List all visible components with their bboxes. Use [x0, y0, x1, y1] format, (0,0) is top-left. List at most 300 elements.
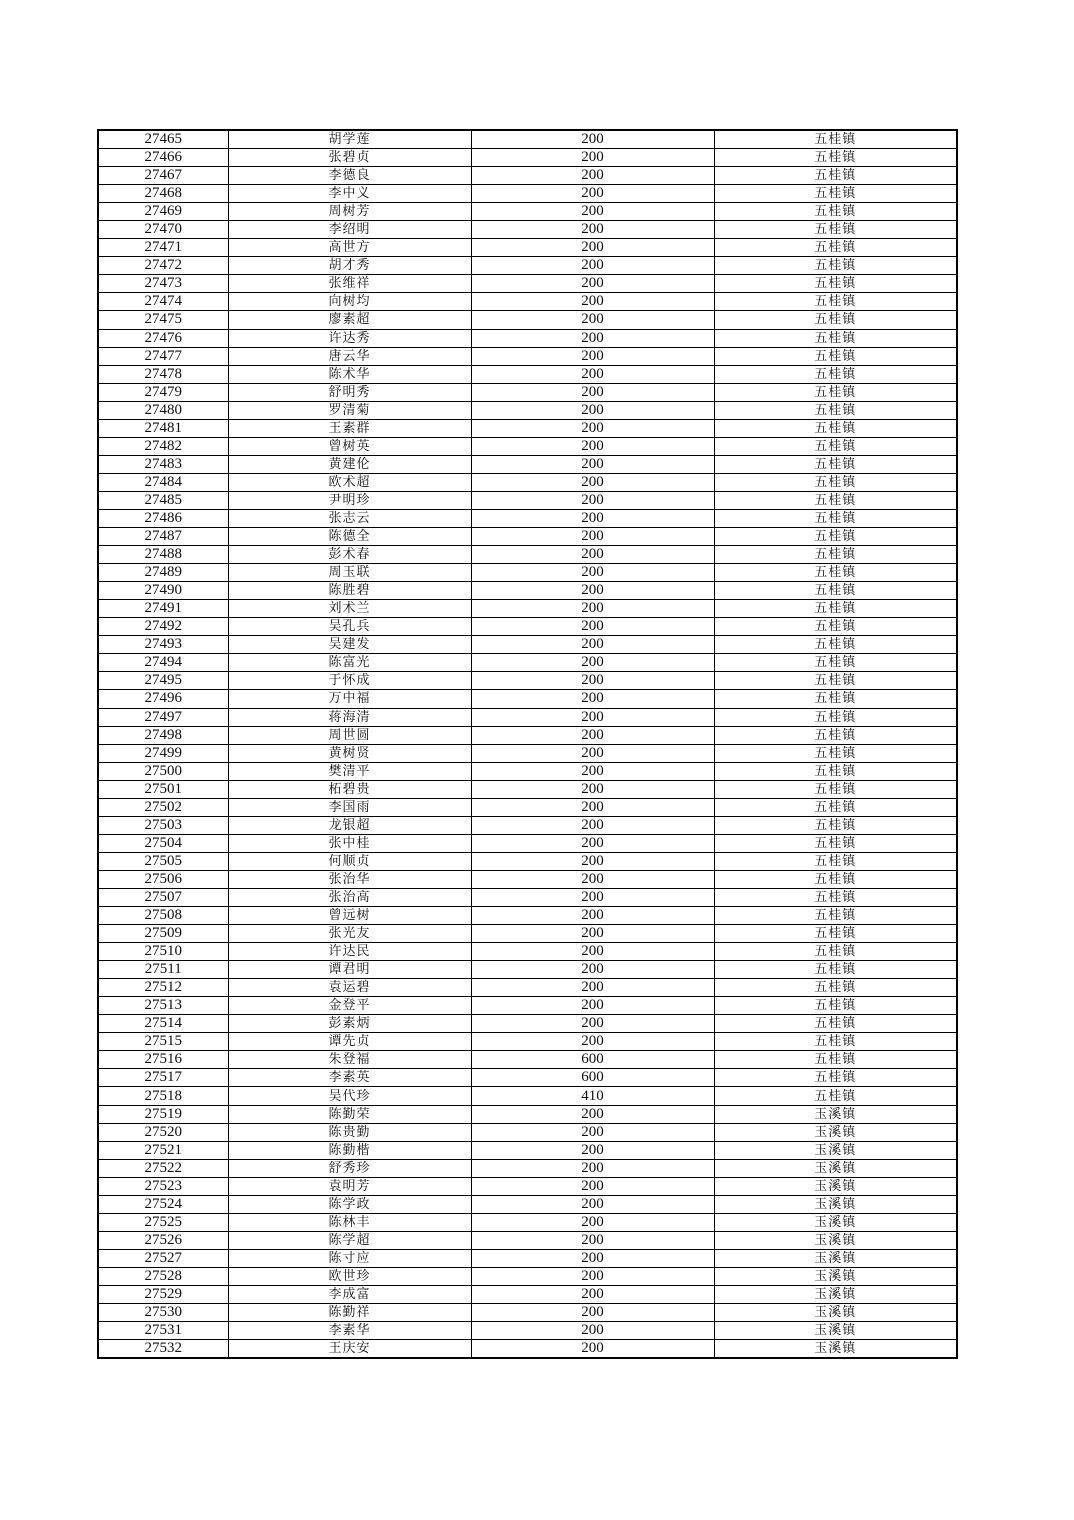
- amount-cell: 200: [471, 979, 714, 997]
- table-row: [98, 347, 957, 365]
- town-cell: 五桂镇: [714, 257, 957, 275]
- town-cell: 五桂镇: [714, 925, 957, 943]
- name-cell: 张碧贞: [228, 149, 471, 167]
- name-cell: 袁运碧: [228, 979, 471, 997]
- table-row: [98, 690, 957, 708]
- amount-cell: 600: [471, 1069, 714, 1087]
- table-row: [98, 888, 957, 906]
- name-cell: 廖素超: [228, 311, 471, 329]
- name-cell: 陈学政: [228, 1195, 471, 1213]
- table-row: [98, 293, 957, 311]
- town-cell: 玉溪镇: [714, 1159, 957, 1177]
- town-cell: 五桂镇: [714, 582, 957, 600]
- name-cell: 谭先贞: [228, 1033, 471, 1051]
- name-cell: 舒秀珍: [228, 1159, 471, 1177]
- table-row: [98, 654, 957, 672]
- town-cell: 玉溪镇: [714, 1286, 957, 1304]
- table-row: [98, 979, 957, 997]
- amount-cell: 200: [471, 1159, 714, 1177]
- town-cell: 玉溪镇: [714, 1177, 957, 1195]
- town-cell: 玉溪镇: [714, 1322, 957, 1340]
- id-cell: 27529: [98, 1286, 228, 1304]
- town-cell: 五桂镇: [714, 672, 957, 690]
- table-row: [98, 149, 957, 167]
- id-cell: 27523: [98, 1177, 228, 1195]
- table-row: [98, 636, 957, 654]
- id-cell: 27497: [98, 708, 228, 726]
- table-row: [98, 329, 957, 347]
- table-row: [98, 365, 957, 383]
- amount-cell: 200: [471, 1141, 714, 1159]
- id-cell: 27520: [98, 1123, 228, 1141]
- amount-cell: 200: [471, 1267, 714, 1285]
- name-cell: 尹明珍: [228, 491, 471, 509]
- table-row: [98, 1213, 957, 1231]
- amount-cell: 200: [471, 780, 714, 798]
- id-cell: 27472: [98, 257, 228, 275]
- table-row: [98, 546, 957, 564]
- name-cell: 张维祥: [228, 275, 471, 293]
- town-cell: 五桂镇: [714, 907, 957, 925]
- town-cell: 玉溪镇: [714, 1304, 957, 1322]
- town-cell: 五桂镇: [714, 1033, 957, 1051]
- amount-cell: 200: [471, 1322, 714, 1340]
- amount-cell: 200: [471, 1033, 714, 1051]
- table-row: [98, 1231, 957, 1249]
- table-row: [98, 473, 957, 491]
- town-cell: 五桂镇: [714, 780, 957, 798]
- table-row: [98, 383, 957, 401]
- amount-cell: 200: [471, 1231, 714, 1249]
- town-cell: 五桂镇: [714, 1015, 957, 1033]
- town-cell: 五桂镇: [714, 455, 957, 473]
- name-cell: 罗清菊: [228, 401, 471, 419]
- table-row: [98, 401, 957, 419]
- id-cell: 27495: [98, 672, 228, 690]
- name-cell: 欧世珍: [228, 1267, 471, 1285]
- amount-cell: 200: [471, 672, 714, 690]
- name-cell: 欧术超: [228, 473, 471, 491]
- amount-cell: 200: [471, 1195, 714, 1213]
- id-cell: 27485: [98, 491, 228, 509]
- id-cell: 27501: [98, 780, 228, 798]
- name-cell: 唐云华: [228, 347, 471, 365]
- id-cell: 27469: [98, 203, 228, 221]
- id-cell: 27481: [98, 419, 228, 437]
- id-cell: 27487: [98, 528, 228, 546]
- amount-cell: 200: [471, 1286, 714, 1304]
- id-cell: 27521: [98, 1141, 228, 1159]
- id-cell: 27490: [98, 582, 228, 600]
- name-cell: 周树芳: [228, 203, 471, 221]
- name-cell: 彭术春: [228, 546, 471, 564]
- id-cell: 27499: [98, 744, 228, 762]
- amount-cell: 200: [471, 816, 714, 834]
- amount-cell: 200: [471, 293, 714, 311]
- table-row: [98, 600, 957, 618]
- table-row: [98, 582, 957, 600]
- id-cell: 27505: [98, 852, 228, 870]
- id-cell: 27509: [98, 925, 228, 943]
- name-cell: 李德良: [228, 167, 471, 185]
- id-cell: 27484: [98, 473, 228, 491]
- amount-cell: 200: [471, 401, 714, 419]
- name-cell: 陈勤楷: [228, 1141, 471, 1159]
- amount-cell: 200: [471, 239, 714, 257]
- amount-cell: 200: [471, 167, 714, 185]
- town-cell: 五桂镇: [714, 365, 957, 383]
- amount-cell: 200: [471, 708, 714, 726]
- amount-cell: 200: [471, 491, 714, 509]
- table-row: [98, 1159, 957, 1177]
- town-cell: 五桂镇: [714, 1069, 957, 1087]
- amount-cell: 200: [471, 943, 714, 961]
- table-row: [98, 311, 957, 329]
- town-cell: 五桂镇: [714, 762, 957, 780]
- amount-cell: 200: [471, 185, 714, 203]
- town-cell: 五桂镇: [714, 1087, 957, 1105]
- amount-cell: 200: [471, 546, 714, 564]
- name-cell: 胡学莲: [228, 130, 471, 149]
- name-cell: 陈寸应: [228, 1249, 471, 1267]
- table-row: [98, 726, 957, 744]
- id-cell: 27476: [98, 329, 228, 347]
- id-cell: 27502: [98, 798, 228, 816]
- id-cell: 27512: [98, 979, 228, 997]
- id-cell: 27519: [98, 1105, 228, 1123]
- id-cell: 27515: [98, 1033, 228, 1051]
- amount-cell: 200: [471, 257, 714, 275]
- table-row: [98, 1105, 957, 1123]
- town-cell: 玉溪镇: [714, 1340, 957, 1359]
- id-cell: 27468: [98, 185, 228, 203]
- amount-cell: 200: [471, 1105, 714, 1123]
- table-row: [98, 1249, 957, 1267]
- table-row: [98, 1051, 957, 1069]
- amount-cell: 200: [471, 564, 714, 582]
- name-cell: 龙银超: [228, 816, 471, 834]
- amount-cell: 200: [471, 275, 714, 293]
- name-cell: 陈胜碧: [228, 582, 471, 600]
- table-row: [98, 816, 957, 834]
- table-row: [98, 1069, 957, 1087]
- id-cell: 27527: [98, 1249, 228, 1267]
- amount-cell: 200: [471, 1249, 714, 1267]
- id-cell: 27474: [98, 293, 228, 311]
- table-row: [98, 1286, 957, 1304]
- id-cell: 27493: [98, 636, 228, 654]
- name-cell: 谭君明: [228, 961, 471, 979]
- name-cell: 袁明芳: [228, 1177, 471, 1195]
- town-cell: 五桂镇: [714, 997, 957, 1015]
- name-cell: 李中义: [228, 185, 471, 203]
- name-cell: 张光友: [228, 925, 471, 943]
- town-cell: 五桂镇: [714, 509, 957, 527]
- name-cell: 吴孔兵: [228, 618, 471, 636]
- table-row: [98, 167, 957, 185]
- amount-cell: 200: [471, 961, 714, 979]
- amount-cell: 200: [471, 618, 714, 636]
- table-row: [98, 798, 957, 816]
- name-cell: 陈贵勤: [228, 1123, 471, 1141]
- id-cell: 27514: [98, 1015, 228, 1033]
- table-row: [98, 961, 957, 979]
- table-row: [98, 203, 957, 221]
- town-cell: 五桂镇: [714, 708, 957, 726]
- name-cell: 张志云: [228, 509, 471, 527]
- id-cell: 27471: [98, 239, 228, 257]
- id-cell: 27510: [98, 943, 228, 961]
- town-cell: 五桂镇: [714, 636, 957, 654]
- table-row: [98, 1177, 957, 1195]
- town-cell: 五桂镇: [714, 347, 957, 365]
- name-cell: 许达秀: [228, 329, 471, 347]
- id-cell: 27513: [98, 997, 228, 1015]
- name-cell: 万中福: [228, 690, 471, 708]
- table-row: [98, 1267, 957, 1285]
- id-cell: 27506: [98, 870, 228, 888]
- town-cell: 玉溪镇: [714, 1141, 957, 1159]
- town-cell: 五桂镇: [714, 293, 957, 311]
- table-row: [98, 564, 957, 582]
- town-cell: 五桂镇: [714, 870, 957, 888]
- town-cell: 五桂镇: [714, 618, 957, 636]
- name-cell: 于怀成: [228, 672, 471, 690]
- id-cell: 27507: [98, 888, 228, 906]
- name-cell: 李成富: [228, 1286, 471, 1304]
- town-cell: 玉溪镇: [714, 1249, 957, 1267]
- table-row: [98, 455, 957, 473]
- id-cell: 27477: [98, 347, 228, 365]
- amount-cell: 200: [471, 383, 714, 401]
- town-cell: 五桂镇: [714, 888, 957, 906]
- amount-cell: 200: [471, 311, 714, 329]
- town-cell: 玉溪镇: [714, 1231, 957, 1249]
- name-cell: 向树均: [228, 293, 471, 311]
- amount-cell: 200: [471, 654, 714, 672]
- table-row: [98, 437, 957, 455]
- id-cell: 27525: [98, 1213, 228, 1231]
- table-row: [98, 1015, 957, 1033]
- town-cell: 五桂镇: [714, 943, 957, 961]
- amount-cell: 200: [471, 1123, 714, 1141]
- id-cell: 27528: [98, 1267, 228, 1285]
- amount-cell: 200: [471, 997, 714, 1015]
- amount-cell: 200: [471, 528, 714, 546]
- town-cell: 五桂镇: [714, 528, 957, 546]
- name-cell: 金登平: [228, 997, 471, 1015]
- town-cell: 玉溪镇: [714, 1123, 957, 1141]
- town-cell: 五桂镇: [714, 149, 957, 167]
- name-cell: 曾远树: [228, 907, 471, 925]
- table-row: [98, 1304, 957, 1322]
- table-row: [98, 943, 957, 961]
- id-cell: 27465: [98, 130, 228, 149]
- amount-cell: 200: [471, 149, 714, 167]
- id-cell: 27492: [98, 618, 228, 636]
- data-table: [97, 129, 958, 1359]
- id-cell: 27503: [98, 816, 228, 834]
- town-cell: 五桂镇: [714, 401, 957, 419]
- town-cell: 五桂镇: [714, 1051, 957, 1069]
- town-cell: 五桂镇: [714, 329, 957, 347]
- table-row: [98, 130, 957, 149]
- name-cell: 周世圆: [228, 726, 471, 744]
- town-cell: 五桂镇: [714, 383, 957, 401]
- table-row: [98, 509, 957, 527]
- name-cell: 曾树英: [228, 437, 471, 455]
- id-cell: 27489: [98, 564, 228, 582]
- name-cell: 李素华: [228, 1322, 471, 1340]
- table-row: [98, 997, 957, 1015]
- table-row: [98, 1195, 957, 1213]
- town-cell: 五桂镇: [714, 852, 957, 870]
- amount-cell: 200: [471, 834, 714, 852]
- id-cell: 27480: [98, 401, 228, 419]
- id-cell: 27479: [98, 383, 228, 401]
- name-cell: 周玉联: [228, 564, 471, 582]
- town-cell: 五桂镇: [714, 203, 957, 221]
- amount-cell: 200: [471, 636, 714, 654]
- town-cell: 五桂镇: [714, 690, 957, 708]
- table-row: [98, 185, 957, 203]
- id-cell: 27516: [98, 1051, 228, 1069]
- id-cell: 27508: [98, 907, 228, 925]
- town-cell: 五桂镇: [714, 185, 957, 203]
- name-cell: 彭素炳: [228, 1015, 471, 1033]
- name-cell: 蒋海清: [228, 708, 471, 726]
- name-cell: 陈德全: [228, 528, 471, 546]
- town-cell: 玉溪镇: [714, 1213, 957, 1231]
- town-cell: 五桂镇: [714, 275, 957, 293]
- town-cell: 五桂镇: [714, 221, 957, 239]
- table-row: [98, 419, 957, 437]
- amount-cell: 200: [471, 798, 714, 816]
- amount-cell: 200: [471, 473, 714, 491]
- id-cell: 27478: [98, 365, 228, 383]
- amount-cell: 200: [471, 130, 714, 149]
- id-cell: 27530: [98, 1304, 228, 1322]
- table-row: [98, 672, 957, 690]
- town-cell: 五桂镇: [714, 419, 957, 437]
- name-cell: 李国雨: [228, 798, 471, 816]
- table-row: [98, 1340, 957, 1359]
- id-cell: 27475: [98, 311, 228, 329]
- table-row: [98, 1123, 957, 1141]
- town-cell: 五桂镇: [714, 130, 957, 149]
- id-cell: 27486: [98, 509, 228, 527]
- name-cell: 王庆安: [228, 1340, 471, 1359]
- name-cell: 张治华: [228, 870, 471, 888]
- table-row: [98, 708, 957, 726]
- name-cell: 刘术兰: [228, 600, 471, 618]
- id-cell: 27531: [98, 1322, 228, 1340]
- name-cell: 许达民: [228, 943, 471, 961]
- amount-cell: 200: [471, 1015, 714, 1033]
- name-cell: 陈学超: [228, 1231, 471, 1249]
- id-cell: 27500: [98, 762, 228, 780]
- town-cell: 玉溪镇: [714, 1195, 957, 1213]
- id-cell: 27522: [98, 1159, 228, 1177]
- name-cell: 李绍明: [228, 221, 471, 239]
- amount-cell: 200: [471, 221, 714, 239]
- id-cell: 27526: [98, 1231, 228, 1249]
- town-cell: 五桂镇: [714, 744, 957, 762]
- table-row: [98, 852, 957, 870]
- town-cell: 五桂镇: [714, 473, 957, 491]
- table-row: [98, 239, 957, 257]
- table-row: [98, 762, 957, 780]
- amount-cell: 200: [471, 907, 714, 925]
- id-cell: 27498: [98, 726, 228, 744]
- name-cell: 陈富光: [228, 654, 471, 672]
- name-cell: 吴代珍: [228, 1087, 471, 1105]
- name-cell: 胡才秀: [228, 257, 471, 275]
- town-cell: 玉溪镇: [714, 1105, 957, 1123]
- table-row: [98, 780, 957, 798]
- amount-cell: 200: [471, 329, 714, 347]
- name-cell: 何顺贞: [228, 852, 471, 870]
- id-cell: 27467: [98, 167, 228, 185]
- amount-cell: 200: [471, 582, 714, 600]
- name-cell: 朱登福: [228, 1051, 471, 1069]
- town-cell: 五桂镇: [714, 979, 957, 997]
- amount-cell: 200: [471, 509, 714, 527]
- amount-cell: 200: [471, 690, 714, 708]
- table-row: [98, 1141, 957, 1159]
- amount-cell: 200: [471, 762, 714, 780]
- town-cell: 五桂镇: [714, 600, 957, 618]
- name-cell: 陈林丰: [228, 1213, 471, 1231]
- amount-cell: 200: [471, 203, 714, 221]
- name-cell: 樊清平: [228, 762, 471, 780]
- id-cell: 27518: [98, 1087, 228, 1105]
- town-cell: 五桂镇: [714, 798, 957, 816]
- amount-cell: 200: [471, 419, 714, 437]
- amount-cell: 200: [471, 1340, 714, 1359]
- id-cell: 27466: [98, 149, 228, 167]
- amount-cell: 200: [471, 852, 714, 870]
- town-cell: 五桂镇: [714, 726, 957, 744]
- town-cell: 五桂镇: [714, 546, 957, 564]
- table-row: [98, 275, 957, 293]
- name-cell: 陈勤祥: [228, 1304, 471, 1322]
- name-cell: 王素群: [228, 419, 471, 437]
- amount-cell: 200: [471, 437, 714, 455]
- amount-cell: 200: [471, 1177, 714, 1195]
- table-row: [98, 925, 957, 943]
- table-body: [98, 130, 957, 1358]
- amount-cell: 200: [471, 888, 714, 906]
- amount-cell: 200: [471, 1213, 714, 1231]
- town-cell: 五桂镇: [714, 491, 957, 509]
- id-cell: 27470: [98, 221, 228, 239]
- town-cell: 五桂镇: [714, 564, 957, 582]
- table-row: [98, 491, 957, 509]
- name-cell: 张中桂: [228, 834, 471, 852]
- town-cell: 五桂镇: [714, 167, 957, 185]
- amount-cell: 200: [471, 870, 714, 888]
- id-cell: 27517: [98, 1069, 228, 1087]
- name-cell: 陈勤荣: [228, 1105, 471, 1123]
- name-cell: 李素英: [228, 1069, 471, 1087]
- name-cell: 陈术华: [228, 365, 471, 383]
- amount-cell: 600: [471, 1051, 714, 1069]
- id-cell: 27483: [98, 455, 228, 473]
- table-row: [98, 618, 957, 636]
- table-row: [98, 1087, 957, 1105]
- town-cell: 五桂镇: [714, 311, 957, 329]
